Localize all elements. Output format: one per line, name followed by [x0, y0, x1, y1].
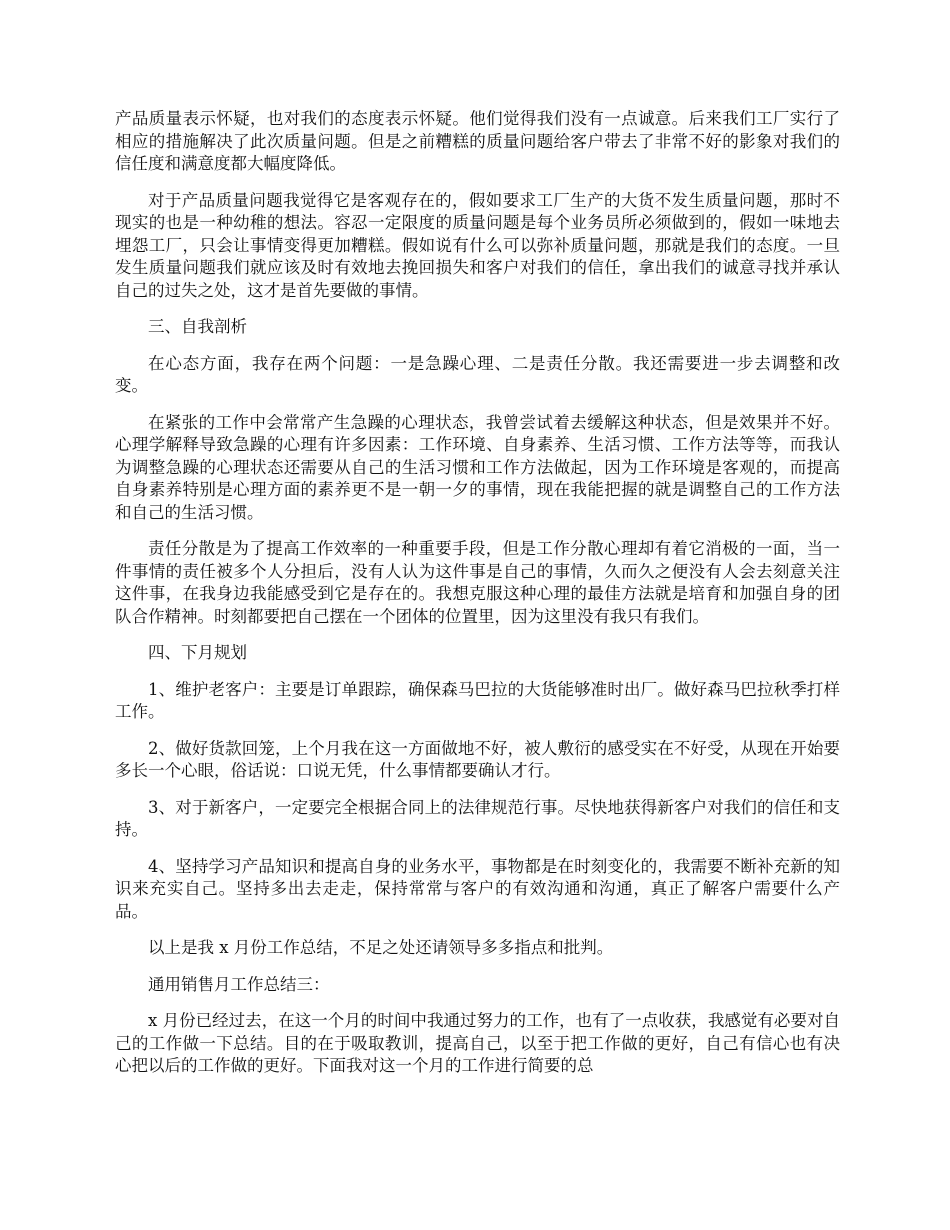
- paragraph: x 月份已经过去，在这一个月的时间中我通过努力的工作，也有了一点收获，我感觉有必要对自己的工作做一下总结。目的在于吸取教训，提高自己，以至于把工作做的更好，自己有信心也有决心把以后的工作做的更好。下面我对这一个月的工作进行简要的总: [115, 1011, 840, 1075]
- section-heading: 通用销售月工作总结三：: [148, 974, 330, 994]
- list-item: 2、做好货款回笼，上个月我在这一方面做地不好，被人敷衍的感受实在不好受，从现在开始要多长一个心眼，俗话说：口说无凭，什么事情都要确认才行。: [115, 738, 840, 780]
- paragraph: 在紧张的工作中会常常产生急躁的心理状态，我曾尝试着去缓解这种状态，但是效果并不好。心理学解释导致急躁的心理有许多因素：工作环境、自身素养、生活习惯、工作方法等等，而我认为调整急躁的心理状态还需要从自己的生活习惯和工作方法做起，因为工作环境是客观的，而提高自身素养特别是心理方面的素养更不是一朝一夕的事情，现在我能把握的就是调整自己的工作方法和自己的生活习惯。: [115, 412, 840, 522]
- paragraph: 对于产品质量问题我觉得它是客观存在的，假如要求工厂生产的大货不发生质量问题，那时不现实的也是一种幼稚的想法。容忍一定限度的质量问题是每个业务员所必须做到的，假如一味地去埋怨工厂，只会让事情变得更加糟糕。假如说有什么可以弥补质量问题，那就是我们的态度。一旦发生质量问题我们就应该及时有效地去挽回损失和客户对我们的信任，拿出我们的诚意寻找并承认自己的过失之处，这才是首先要做的事情。: [115, 190, 840, 300]
- list-item: 1、维护老客户：主要是订单跟踪，确保森马巴拉的大货能够准时出厂。做好森马巴拉秋季打样工作。: [115, 679, 840, 721]
- paragraph: 以上是我 x 月份工作总结，不足之处还请领导多多指点和批判。: [148, 938, 614, 957]
- list-item: 3、对于新客户，一定要完全根据合同上的法律规范行事。尽快地获得新客户对我们的信任和支持。: [115, 797, 840, 839]
- paragraph: 产品质量表示怀疑，也对我们的态度表示怀疑。他们觉得我们没有一点诚意。后来我们工厂实行了相应的措施解决了此次质量问题。但是之前糟糕的质量问题给客户带去了非常不好的影象对我们的信任度和满意度都大幅度降低。: [115, 109, 840, 173]
- section-heading: 三、自我剖析: [148, 317, 247, 336]
- paragraph: 责任分散是为了提高工作效率的一种重要手段，但是工作分散心理却有着它消极的一面，当一件事情的责任被多个人分担后，没有人认为这件事是自己的事情，久而久之便没有人会去刻意关注这件事，在我身边我能感受到它是存在的。我想克服这种心理的最佳方法就是培育和加强自身的团队合作精神。时刻都要把自己摆在一个团体的位置里，因为这里没有我只有我们。: [115, 539, 840, 626]
- paragraph: 在心态方面，我存在两个问题：一是急躁心理、二是责任分散。我还需要进一步去调整和改变。: [115, 353, 840, 395]
- list-item: 4、坚持学习产品知识和提高自身的业务水平，事物都是在时刻变化的，我需要不断补充新的知识来充实自己。坚持多出去走走，保持常常与客户的有效沟通和沟通，真正了解客户需要什么产品。: [115, 856, 840, 921]
- section-heading: 四、下月规划: [148, 643, 247, 662]
- document-page: [115, 108, 840, 1092]
